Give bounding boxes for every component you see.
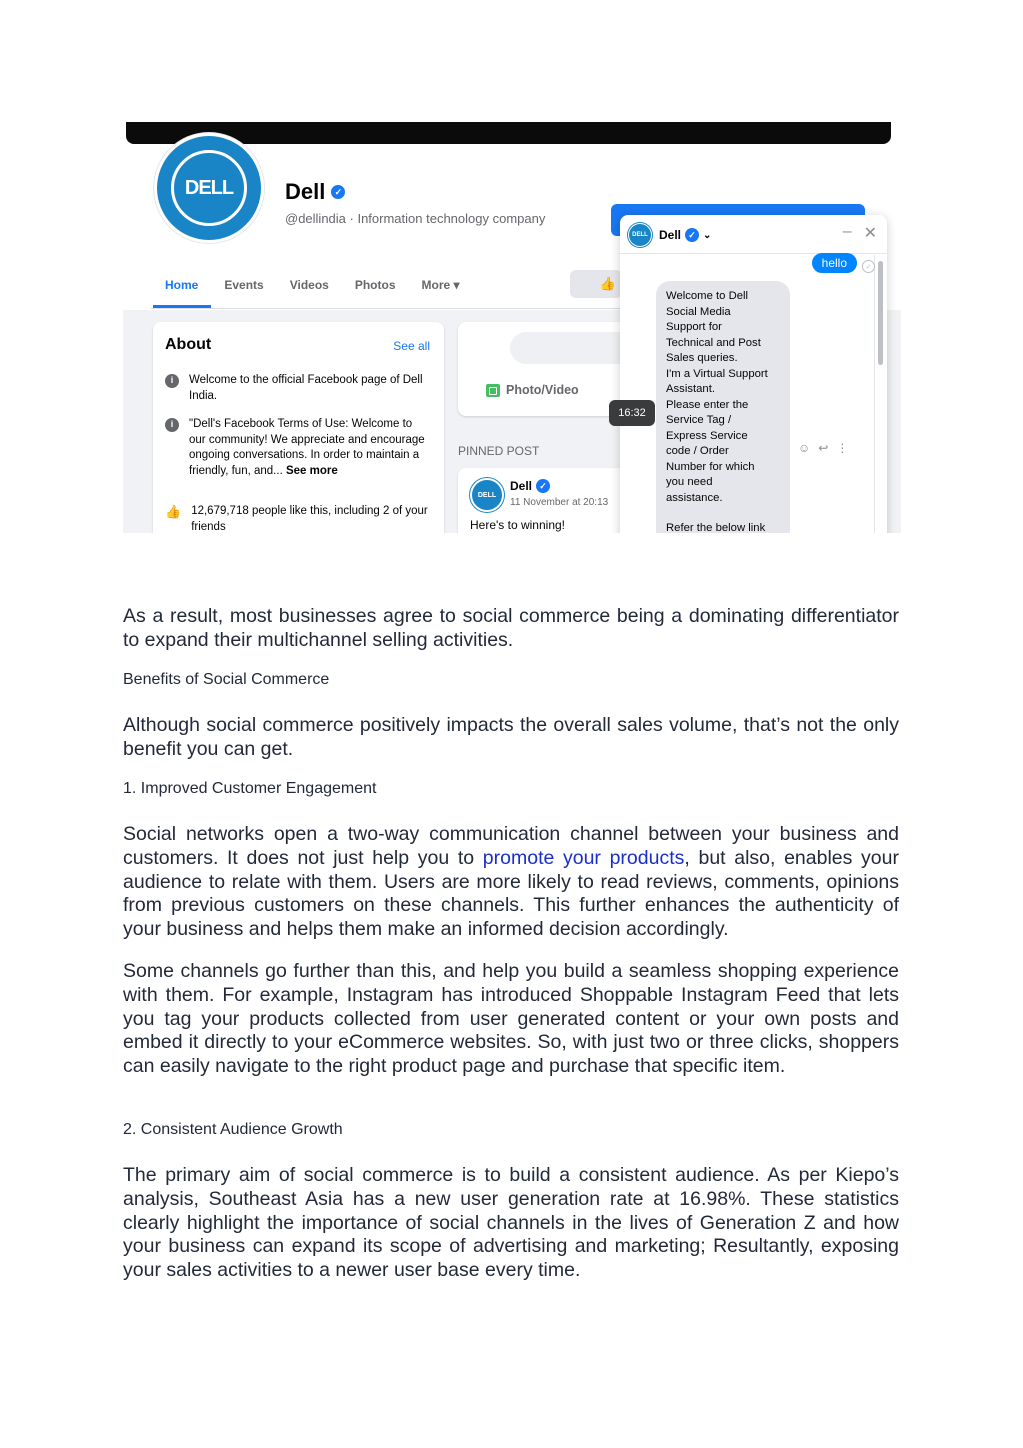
thumbs-up-icon: 👍 [599,276,616,291]
nav-divider [151,308,621,309]
tab-photos[interactable]: Photos [354,278,396,292]
paragraph-intro: As a result, most businesses agree to social commerce being a dominating differentiator to expand their multichannel selling activities. [123,605,899,651]
chat-header [620,215,887,254]
pinned-post-label: PINNED POST [458,444,540,458]
paragraph-audience-growth: The primary aim of social commerce is to build a consistent audience. As per Kiepo’s analysis, Southeast Asia has a new user generation rate at 16.98%. These statistics clearly highlight the importance of social channels in the lives of Generation Z and how your business can expand its scope of advertising and marketing; Resultantly, exposing your sales activities to a newer user base every time. [123,1164,899,1282]
window-top-bar [126,122,891,144]
pinned-post-card [458,468,638,533]
chat-contact-name[interactable]: Dell ✓ ⌄ [659,228,712,242]
info-icon: i [165,418,179,432]
photo-icon [486,384,500,397]
about-item: 👍 12,679,718 people like this, including 2 of your friends [165,504,431,533]
heading-engagement: 1. Improved Customer Engagement [123,780,377,797]
post-timestamp[interactable]: 11 November at 20:13 [510,497,609,508]
promote-products-link[interactable]: promote your products [482,846,685,869]
caret-down-icon: ▾ [453,278,460,292]
avatar[interactable]: DELL [470,478,504,512]
active-tab-indicator [153,305,211,308]
verified-badge-icon: ✓ [685,228,699,242]
about-item: i "Dell's Facebook Terms of Use: Welcome to our community! We appreciate and encourage ongoing conversations. In order to maintain a friendly, fun, and... See more [165,417,431,479]
tab-events[interactable]: Events [224,278,264,292]
logo-text: DELL [184,176,234,199]
post-author[interactable]: Dell ✓ [510,479,550,493]
heading-audience-growth: 2. Consistent Audience Growth [123,1121,343,1138]
about-item: i Welcome to the official Facebook page of Dell India. [165,373,431,404]
see-all-link[interactable]: See all [393,339,430,353]
more-options-icon[interactable]: ⋮ [836,441,849,455]
verified-badge-icon: ✓ [536,479,550,493]
reply-icon[interactable]: ↩ [818,441,829,455]
page-subtitle: @dellindia · Information technology company [285,211,546,226]
tab-videos[interactable]: Videos [289,278,329,292]
photo-video-button[interactable]: Photo/Video [486,383,579,397]
messenger-chat-window [620,215,887,533]
see-more-link[interactable]: See more [285,464,338,477]
post-text: Here's to winning! [470,518,566,532]
outgoing-message: hello [812,253,857,273]
like-page-button[interactable] [570,270,622,298]
info-icon: i [165,374,179,388]
dell-logo [154,133,264,243]
minimize-icon[interactable]: – [842,223,852,240]
scroll-track [874,255,875,533]
thumbs-up-icon: 👍 [165,504,182,519]
heading-benefits: Benefits of Social Commerce [123,671,330,688]
message-actions [798,441,848,455]
paragraph-benefit-overview: Although social commerce positively impacts the overall sales volume, that’s not the only benefit you can get. [123,714,899,760]
seen-check-icon: ✓ [862,260,875,273]
page-nav-tabs [165,278,460,292]
page-title: Dell ✓ [285,179,345,205]
paragraph-shopping: Some channels go further than this, and help you build a seamless shopping experience with them. For example, Instagram has introduced Shoppable Instagram Feed that lets you tag your products collected from user generated content or your own posts and embed it directly to your eCommerce websites. So, with just two or three clicks, shoppers can easily navigate to the right product page and purchase that specific item. [123,960,899,1078]
chat-scrollbar[interactable] [878,261,883,365]
dell-facebook-screenshot [123,122,901,533]
chevron-down-icon: ⌄ [703,229,712,241]
tab-more[interactable]: More ▾ [421,278,460,292]
emoji-icon[interactable]: ☺ [798,441,811,455]
about-card [153,322,444,533]
paragraph-engagement: Social networks open a two-way communication channel between your business and customers. It does not just help you to promote your products, but also, enables your audience to relate with them. Users are more likely to read reviews, comments, opinions from previous customers on these channels. This further enhances the authenticity of your business and helps them make an informed decision accordingly. [123,823,899,941]
incoming-message: Welcome to Dell Social Media Support for Technical and Post Sales queries. I'm a Virtual Support Assistant. Please enter the Service Tag / Express Service code / Order Number for which you need assistance. Refer the below link [656,281,790,533]
verified-badge-icon: ✓ [331,185,345,199]
close-icon[interactable]: ✕ [863,225,877,242]
chat-avatar[interactable]: DELL [628,223,652,247]
about-title: About [165,336,212,353]
timestamp-tooltip: 16:32 [609,400,655,426]
tab-home[interactable]: Home [165,278,199,292]
